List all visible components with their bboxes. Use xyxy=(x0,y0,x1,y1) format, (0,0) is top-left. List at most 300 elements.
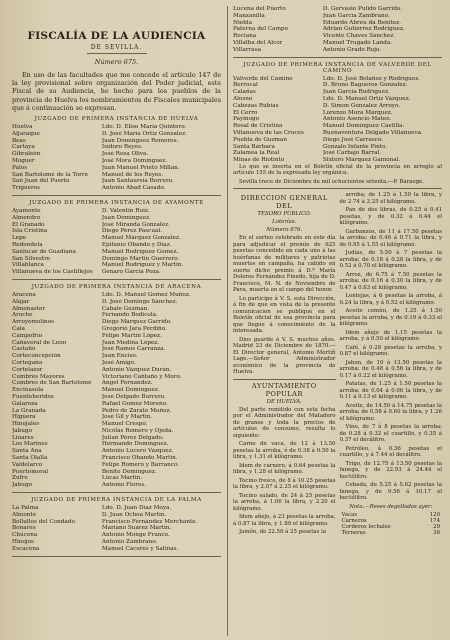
price-paragraph: Patatas, de 1.25 á 1.50 pesetas la arroba; de 0.04 á 0.06 la libra, y de 0.11 á 0.13 el kilógramo. xyxy=(339,381,442,401)
closing-text-2: Sevilla trece de Diciembre de mil ochocientos setenta.—P. Baraoge. xyxy=(239,178,424,185)
divider xyxy=(12,279,221,280)
list-row xyxy=(233,96,442,103)
town-name: Escacena xyxy=(12,545,40,552)
town-name: Lepe xyxy=(12,235,27,242)
town-name: San Juan del Puerto xyxy=(12,178,70,185)
town-name: Higuera xyxy=(12,414,36,421)
notice-1-label: Loterías. xyxy=(272,219,297,226)
person-name: Benito Domínguez. xyxy=(101,468,157,475)
town-name: Minas de Riotinto xyxy=(233,157,285,164)
town-name: Cala xyxy=(12,325,25,332)
list-row xyxy=(12,319,221,326)
list-row xyxy=(12,340,221,347)
town-name: Puebla de Guzman xyxy=(233,136,287,143)
town-name: Isla Cristina xyxy=(12,228,48,235)
person-name: Victoriano Cantaño y Moro. xyxy=(101,373,182,380)
notice-2-title: AYUNTAMIENTO POPULAR xyxy=(251,381,317,398)
town-name: Cartaya xyxy=(12,144,35,151)
list-row xyxy=(12,138,221,145)
price-paragraph: Lentejas, á 6 pesetas la arroba, á 0.24 la libra, y á 0.52 el kilógramo. xyxy=(339,293,442,306)
person-name: Hermando Domínguez. xyxy=(101,441,169,448)
person-name: Julian Pérez Delgado. xyxy=(101,434,164,441)
right-column xyxy=(227,6,442,636)
price-paragraph: Judías, de 5.50 á 7 pesetas la arroba; de 0.18 á 0.28 la libra, y de 0.52 á 0.70 el kilógramo. xyxy=(339,250,442,270)
person-name: Fernando Bodicola. xyxy=(101,312,158,319)
town-name: El Granado xyxy=(12,221,45,228)
list-row xyxy=(233,76,442,83)
person-name: Francisco Obando Martin. xyxy=(101,455,178,462)
two-subcolumns xyxy=(233,192,442,538)
town-name: Trigueros xyxy=(12,185,41,192)
person-name: Antonio Abad Casado. xyxy=(101,185,166,192)
person-name: Manuel Márquez Gonzalez. xyxy=(101,235,181,242)
price-value: 174 xyxy=(429,517,440,524)
price-paragraph: Petróleo, á 0.36 pesetas el cuartillo, y á 7.44 el decálitro. xyxy=(339,445,442,459)
list-row xyxy=(12,374,221,381)
price-paragraph: arroba; de 1.25 á 1.50 la libra, y de 2.74 á 3.25 el kilógramo. xyxy=(339,192,442,205)
price-value: 120 xyxy=(429,511,440,518)
person-name: Antonio Vázquez Durán. xyxy=(101,366,172,373)
notice-2-subtitle: DE HUELVA. xyxy=(266,398,302,405)
town-name: Los Marines xyxy=(12,441,48,448)
town-name: Santa Bárbara xyxy=(233,143,275,150)
columns xyxy=(12,6,442,636)
town-name: Huelva xyxy=(12,124,33,131)
price-paragraph: Idem añejo de 1.15 pesetas la arroba, y á 0.50 el kilógramo. xyxy=(339,329,442,343)
list-row xyxy=(12,421,221,428)
subcolumn-left xyxy=(233,192,336,538)
person-name: Antonio Lucero Vázquez. xyxy=(101,448,174,455)
person-name: Ldo. D. Eliso María Quintero. xyxy=(101,124,187,131)
list-row xyxy=(12,353,221,360)
notice-2-paragraph: Carne de vaca, de 12 á 13.50 pesetas la arroba, ó de 0.38 á 0.50 la libra, y 1.31 el kilógramo. xyxy=(233,441,336,461)
section-title: JUZGADO DE PRIMERA INSTANCIA DE AYAMONTE xyxy=(29,199,204,206)
town-name: Paterna del Campo xyxy=(233,26,289,33)
town-name: Almonte xyxy=(12,511,37,518)
town-name: Rociana xyxy=(233,33,257,40)
person-name: Manuel Trugado Landa. xyxy=(322,39,393,46)
person-name: Felipe Martin López. xyxy=(101,332,162,339)
person-name: José Rosa Oliva. xyxy=(101,151,149,158)
list-row xyxy=(233,26,442,33)
price-row xyxy=(340,530,443,536)
list-row xyxy=(12,435,221,442)
list-row xyxy=(12,222,221,229)
notice-2-paragraph: Idem de carnero, á 0.64 pesetas la libra, y 1.28 el kilógramo. xyxy=(233,462,336,476)
town-name: San Silvestre xyxy=(12,255,51,262)
notice-2-paragraph: Idem añejo, á 23 pesetas la arroba, á 0.87 la libra, y 1.89 el kilógramo. xyxy=(233,514,336,527)
person-name: Juan Domínguez Romeros. xyxy=(101,137,179,144)
list-row xyxy=(12,475,221,482)
valverde-section-title: JUZGADO DE PRIMERA INSTANCIA DE VALVERDE DEL CAMINO xyxy=(243,61,432,74)
list-row xyxy=(12,185,221,192)
town-name: Aracena xyxy=(12,291,36,298)
person-name: Domingo Martin Guerrero. xyxy=(101,255,180,262)
list-row xyxy=(12,256,221,263)
list-row xyxy=(12,512,221,519)
person-name: Rafael Gomez Moreno. xyxy=(101,400,168,407)
list-row xyxy=(12,306,221,313)
town-name: Castaño xyxy=(12,346,36,353)
list-row xyxy=(12,414,221,421)
person-name: Gregorio Jara Perdiño. xyxy=(101,325,167,332)
left-column xyxy=(12,6,221,636)
list-row xyxy=(12,215,221,222)
town-name: Hinojales xyxy=(12,421,40,428)
person-name: Felipe Romero y Barranco. xyxy=(101,461,180,468)
list-row xyxy=(12,151,221,158)
list-row xyxy=(12,131,221,138)
list-row xyxy=(233,123,442,130)
list-row xyxy=(233,103,442,110)
town-name: Fuenteheridos xyxy=(12,393,54,400)
section-list xyxy=(12,505,221,553)
person-name: Genaro García Poza. xyxy=(101,269,161,276)
person-name: Diego Márquez Garrido. xyxy=(101,319,172,326)
divider xyxy=(12,492,221,493)
person-name: José Carbajo Barral. xyxy=(322,150,382,157)
list-row xyxy=(12,462,221,469)
title-rule xyxy=(87,53,147,54)
town-name: Jabugo xyxy=(12,427,33,434)
prices-text xyxy=(340,192,443,502)
town-name: Rosal de Cristina xyxy=(233,123,283,130)
town-name: Valdelarco xyxy=(12,461,43,468)
person-name: Manuel de los Reyes. xyxy=(101,171,164,178)
town-name: Puertomoral xyxy=(12,468,49,475)
notice-2-paragraph: Tocino fresco, de 8 á 10.25 pesetas la libra, y 2.07 á 2.25 el kilógramo. xyxy=(233,477,336,491)
price-paragraph: Arroz, de 6.75 á 7.50 pesetas la arroba; de 0.16 á 0.30 la libra, y de 0.47 á 0.63 el kilógramo. xyxy=(339,271,442,291)
town-name: Linares xyxy=(12,434,34,441)
list-row xyxy=(12,367,221,374)
document-number: Número 675. xyxy=(94,58,139,66)
town-name: Villanueva de las Cruces xyxy=(233,129,304,136)
price-item: Vacas xyxy=(341,511,358,518)
town-name: Villablanca xyxy=(12,262,44,269)
list-row xyxy=(12,299,221,306)
person-name: Juan Medina López. xyxy=(101,339,160,346)
fiscalia-title: FISCALÍA DE LA AUDIENCIA xyxy=(27,30,206,42)
price-item: Corderos lechales xyxy=(341,523,391,530)
notice-2-paragraph: Tocino salado, de 24 á 25 pesetas la arroba, á 1.06 la libra, y 2.20 el kilógramo. xyxy=(233,492,336,512)
person-name: Sixtero Márquez Gamonal. xyxy=(322,157,401,164)
list-row xyxy=(12,124,221,131)
town-name: Zalamea la Real xyxy=(233,150,280,157)
person-name: Adrian Gutiérrez Rodríguez. xyxy=(322,26,405,33)
person-name: Francisco Fernández Merchante. xyxy=(101,518,198,525)
town-name: Sanlúcar de Guadiana xyxy=(12,248,76,255)
court-sections xyxy=(12,116,221,557)
list-row xyxy=(12,387,221,394)
list-row xyxy=(12,455,221,462)
town-name: San Bartolomé de la Torre xyxy=(12,171,88,178)
list-row xyxy=(233,89,442,96)
divider xyxy=(12,556,221,557)
town-name: Bonares xyxy=(12,525,36,532)
price-value: 29 xyxy=(433,523,440,530)
list-row xyxy=(233,130,442,137)
town-name: Hinojos xyxy=(12,539,34,546)
list-row xyxy=(12,333,221,340)
list-row xyxy=(12,326,221,333)
list-row xyxy=(233,20,442,27)
price-paragraph: Cebada, de 5.25 á 5.62 pesetas la fanega, y de 9.56 á 10.17 el hectólitro. xyxy=(339,482,442,502)
town-name: Berrocal xyxy=(233,82,258,89)
person-name: D. José Domingo Sánchez. xyxy=(101,298,178,305)
list-row xyxy=(12,262,221,269)
town-name: Cortelazor xyxy=(12,366,43,373)
list-row xyxy=(233,47,442,54)
price-paragraph: Vino, de 7 á 8 pesetas la arroba; de 0.28 á 0.32 el cuartillo, y 0.35 á 0.37 el decálitro. xyxy=(339,424,442,444)
person-name: Manuel Rodríguez Gomez. xyxy=(101,248,179,255)
divider xyxy=(12,195,221,196)
town-name: Valverde del Camino xyxy=(233,75,293,82)
person-name: D. Gervasio Pulido Garrido. xyxy=(322,6,402,12)
town-name: Jabugo xyxy=(12,482,33,489)
list-row xyxy=(12,482,221,489)
price-paragraph: Pan de dos libras, de 0.25 á 0.41 pesetas, y de 0.32 á 0.44 el kilógramo. xyxy=(339,207,442,227)
person-name: Ldo. D. Manuel Ortiz Vázquez. xyxy=(322,95,411,102)
town-name: Zufre xyxy=(12,475,28,482)
list-row xyxy=(12,394,221,401)
person-name: Epifanio Obando y Díaz. xyxy=(101,241,172,248)
notice-2-paragraphs xyxy=(233,407,336,536)
list-row xyxy=(12,346,221,353)
person-name: Eduardo Abreu da Benitez. xyxy=(322,19,401,26)
price-item: Terneras xyxy=(341,529,366,536)
person-name: Juan Enciso. xyxy=(101,353,138,360)
person-name: D. Simon Gonzalez Arroyo. xyxy=(322,102,401,109)
town-name: Alosno xyxy=(233,95,253,102)
person-name: Juan Santaursia Borrero. xyxy=(101,178,174,185)
town-name: Almendro xyxy=(12,214,41,221)
person-name: Buenaventura Delgado Villanueva. xyxy=(322,129,423,136)
list-row xyxy=(12,269,221,276)
notice-1-paragraph-3: Dios guarde á V. S. muchos años. Madrid 23 de Diciembre de 1870.—El Director general, Antonio Mortiñ Lage.—Señor Administrador económico de la provincia de Huelva. xyxy=(233,336,336,376)
list-row xyxy=(233,110,442,117)
list-row xyxy=(12,428,221,435)
list-row xyxy=(233,82,442,89)
price-paragraph: Café, á 0.28 pesetas la arroba, y 0.87 el kilógramo. xyxy=(339,344,442,358)
town-name: Villanueva de los Castillejos xyxy=(12,269,93,276)
person-name: Ldo. D. Juan Díaz Moya. xyxy=(101,505,172,512)
list-row xyxy=(233,40,442,47)
town-name: Santa Olalla xyxy=(12,455,48,462)
person-name: José Gil y Martin. xyxy=(101,414,153,421)
person-name: Manuel Domínguez. xyxy=(101,387,160,394)
person-name: José Mora Domínguez. xyxy=(101,158,168,164)
section-title: JUZGADO DE PRIMERA INSTANCIA DE HUELVA xyxy=(34,116,199,123)
list-row xyxy=(12,178,221,185)
divider xyxy=(233,379,336,380)
town-name: Corteconcepción xyxy=(12,353,61,360)
list-row xyxy=(12,360,221,367)
person-name: Ldo. D. Manuel Gomez Muñoz. xyxy=(101,291,191,298)
person-name: Cabale Guzman. xyxy=(101,305,150,312)
price-table-title: Nota.—Reses degolladas ayer: xyxy=(349,503,433,510)
town-name: Cumbres de San Bartolomé xyxy=(12,380,92,387)
person-name: Manuel Cáceres y Salinas. xyxy=(101,545,179,552)
list-row xyxy=(12,401,221,408)
list-row xyxy=(12,505,221,512)
person-name: José Amigo. xyxy=(101,359,136,366)
town-name: Chucena xyxy=(12,532,38,539)
person-name: Vicente Chaves Sánchez. xyxy=(322,33,396,40)
person-name: D. Bruno Bagueros Gonzalez. xyxy=(322,82,408,89)
town-name: Aroche xyxy=(12,312,33,319)
person-name: D. Juan Ochoa Martin. xyxy=(101,511,167,518)
list-row xyxy=(12,312,221,319)
town-name: Cumbres Mayores xyxy=(12,373,65,380)
town-name: Bollullos del Condado xyxy=(12,518,75,525)
list-row xyxy=(12,469,221,476)
town-name: La Palma xyxy=(12,505,39,512)
person-name: Isidoro Reyes. xyxy=(101,144,143,151)
person-name: Antonio Monge Franco. xyxy=(101,532,170,539)
person-name: José Delgado Burrero. xyxy=(101,393,166,400)
list-row xyxy=(12,235,221,242)
notice-1-subtitle: TESORO PÚBLICO. xyxy=(257,211,312,218)
list-row xyxy=(12,228,221,235)
list-row xyxy=(12,408,221,415)
town-name: Cañaveral de León xyxy=(12,339,67,346)
person-name: Mariano Suárez Martin. xyxy=(101,525,172,532)
person-name: Pedro de Zárate Muñoz. xyxy=(101,407,172,414)
person-name: Diego José Carrasco. xyxy=(322,136,384,143)
closing-text-1: Lo que se inserta en el Boletín oficial de la provincia en arreglo al artículo 155 de la expresada ley orgánica. xyxy=(233,163,442,177)
person-name: Ldo. D. José Bolaños y Rodríguez. xyxy=(322,75,420,82)
town-name: Palos xyxy=(12,164,28,171)
person-name: Antonio Asencio Mateo. xyxy=(322,116,392,123)
town-name: Redondela xyxy=(12,241,43,248)
person-name: Lúcas Martin. xyxy=(101,475,143,482)
list-row xyxy=(12,525,221,532)
town-name: Niebla xyxy=(233,19,253,26)
notice-2-paragraph: Jamón, de 22.50 á 25 pesetas la xyxy=(239,529,327,536)
price-paragraph: Jabon, de 10 á 13.50 pesetas la arroba; de 0.48 á 0.56 la libra, y de 0.17 á 0.22 el kilógramo. xyxy=(339,359,442,379)
price-paragraph: Garbanzos, de 11 á 17.50 pesetas la arroba; de 0.46 á 0.71 la libra, y de 0.95 á 1.55 el kilógramo. xyxy=(339,228,442,248)
right-top-list xyxy=(233,6,442,54)
list-row xyxy=(233,157,442,164)
person-name: Manuel Crespo. xyxy=(101,421,148,428)
town-name: Cortegana xyxy=(12,359,43,366)
price-value: 36 xyxy=(433,529,440,536)
town-name: Alájar xyxy=(12,298,30,305)
section-title: JUZGADO DE PRIMERA INSTANCIA DE ARACENA xyxy=(31,283,202,290)
list-row xyxy=(233,144,442,151)
town-name: Campofrío xyxy=(12,332,43,339)
list-row xyxy=(12,519,221,526)
list-row xyxy=(12,249,221,256)
list-row xyxy=(12,158,221,165)
town-name: Galaroza xyxy=(12,400,38,407)
town-name: Lucena del Puerto xyxy=(233,6,286,12)
list-row xyxy=(233,13,442,20)
list-row xyxy=(233,116,442,123)
town-name: Paymogo xyxy=(233,116,260,123)
list-row xyxy=(12,165,221,172)
list-row xyxy=(12,144,221,151)
list-row xyxy=(12,380,221,387)
person-name: Juan Manuel Prieto Millan. xyxy=(101,164,180,171)
person-name: Antonio Grado Rojo. xyxy=(322,46,382,53)
person-name: José Miranda Gonzalez. xyxy=(101,221,170,228)
section-title: JUZGADO DE PRIMERA INSTANCIA DE LA PALMA xyxy=(31,497,202,504)
list-row xyxy=(233,150,442,157)
list-row xyxy=(233,6,442,13)
person-name: D. José María Ortiz Gonzalez. xyxy=(101,130,187,137)
person-name: Nicolás Romero y Ojeda. xyxy=(101,427,174,434)
price-paragraph: Aceite común, de 1.25 á 1.50 pesetas la arroba, y de 0.19 á 0.33 el kilógramo. xyxy=(339,308,442,328)
town-name: El Cerro xyxy=(233,109,258,116)
list-row xyxy=(12,208,221,215)
subcolumn-right xyxy=(340,192,443,538)
town-name: Cabezas Rubias xyxy=(233,102,279,109)
valverde-list xyxy=(233,76,442,164)
notice-1-title: DIRECCION GENERAL DEL xyxy=(240,194,328,211)
section-list xyxy=(12,292,221,489)
price-paragraph: Trigo, de 12.75 á 13.50 pesetas la fanega, y de 22.93 á 24.44 el hectólitro. xyxy=(339,460,442,480)
town-name: Villarrasa xyxy=(233,46,261,53)
notice-1-paragraph-1: En el sorteo celebrado en este día para adjudicar el premio de 625 pesetas concedido en cada uno á las huérfanas de militares y patriotas muertos en campaña, ha cabido en suerte dicho premio á D.ª María Dolores Fernández Pinedo, hija de D. Francisco, M. N. de Noviembre de Pava, muerta en el campo del honor. xyxy=(233,235,336,294)
town-name: Gibraleón xyxy=(12,151,41,158)
town-name: Ayamonte xyxy=(12,207,41,214)
person-name: Juan García Zambrano. xyxy=(322,12,390,19)
section-list xyxy=(12,208,221,276)
price-paragraph: Aceite, de 14.50 á 14.75 pesetas la arroba; de 0.58 á 0.60 la libra, y 1.26 el kilógramo. xyxy=(339,402,442,422)
list-row xyxy=(12,532,221,539)
divider xyxy=(233,57,442,58)
person-name: Gonzalo Infante Pinto. xyxy=(322,143,388,150)
town-name: Calañas xyxy=(233,89,256,96)
town-name: La Granada xyxy=(12,407,46,414)
person-name: Angel Fernandez. xyxy=(101,380,153,387)
list-row xyxy=(233,33,442,40)
price-table xyxy=(340,512,443,536)
person-name: Juan Domínguez. xyxy=(101,214,151,221)
person-name: Manuel Rodríguez y Martin. xyxy=(101,262,184,269)
person-name: Antonio Flores. xyxy=(101,482,147,489)
person-name: Diego Pérez Pascual. xyxy=(101,228,163,235)
double-divider xyxy=(233,188,442,189)
person-name: Juan García Rodríguez. xyxy=(322,89,390,96)
fiscalia-subtitle: DE SEVILLA. xyxy=(90,44,143,51)
person-name: Lorenzo Mora Márquez. xyxy=(322,109,393,116)
person-name: D. Valentin Ruiz. xyxy=(101,207,150,214)
list-row xyxy=(12,448,221,455)
town-name: Santa Ana xyxy=(12,448,42,455)
town-name: Moguer xyxy=(12,158,35,164)
person-name: Antonio Zambrano. xyxy=(101,539,158,546)
section-list xyxy=(12,124,221,192)
price-item: Carneros xyxy=(341,517,367,524)
list-row xyxy=(12,242,221,249)
person-name: Manuel Domínguez Castilla. xyxy=(322,123,405,130)
intro-paragraph: En uso de las facultades que me concede el artículo 147 de la ley provisional sobre organización del Poder judicial, este Fiscal de su Audiencia, he hecho para los pueblos de la provincia de Huelva los nombramientos de Fiscales municipales que á continuación se expresan. xyxy=(12,71,221,112)
list-row xyxy=(12,172,221,179)
list-row xyxy=(12,546,221,553)
list-row xyxy=(12,441,221,448)
list-row xyxy=(233,137,442,144)
notice-1-paragraph-2: Lo participo á V. S. esta Dirección, á fin de que en vista de la presente comunicacion se publique en el Boletín oficial de esa provincia para que llegue á conocimiento de la interesada. xyxy=(233,295,336,335)
town-name: Arroyomolinos xyxy=(12,319,55,326)
town-name: Aljaraque xyxy=(12,130,40,137)
town-name: Almonaster xyxy=(12,305,46,312)
person-name: José Ramos Carranza. xyxy=(101,346,166,353)
town-name: Villalba del Alcor xyxy=(233,39,283,46)
notice-1-number: Número 676. xyxy=(266,227,303,234)
town-name: Beas xyxy=(12,137,26,144)
